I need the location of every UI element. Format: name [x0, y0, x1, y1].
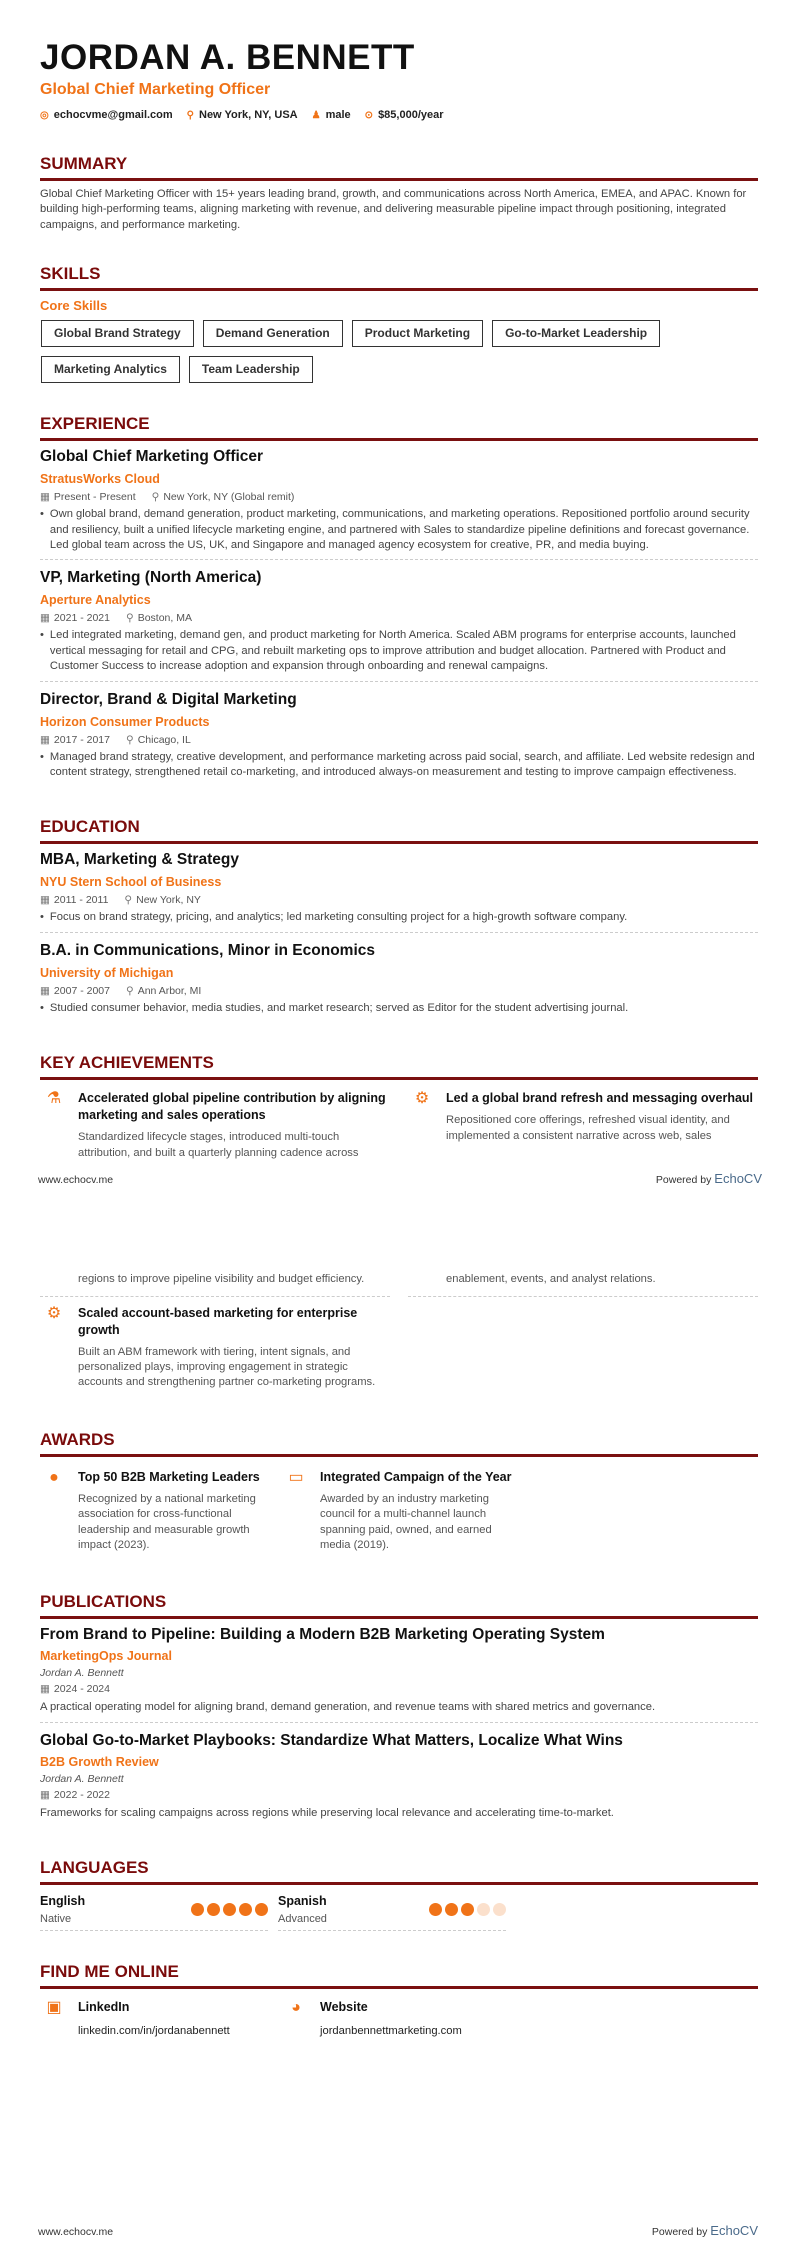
achievement-desc-continued: enablement, events, and analyst relations.: [446, 1273, 656, 1286]
achievement-title: Accelerated global pipeline contribution by aligning marketing and sales operations: [78, 1091, 386, 1123]
footer-powered: Powered by: [651, 2226, 708, 2238]
language-level: Advanced: [278, 1913, 327, 1926]
entry-meta: [40, 611, 758, 625]
rating-dot: [255, 1903, 268, 1916]
entry-organization: Aperture Analytics: [40, 593, 151, 608]
achievement-title: Led a global brand refresh and messaging overhaul: [446, 1091, 754, 1106]
candidate-title: Global Chief Marketing Officer: [40, 81, 271, 98]
achievement-desc-continued: regions to improve pipeline visibility and budget efficiency.: [78, 1273, 365, 1286]
rating-dot: [461, 1903, 474, 1916]
bullet-icon: •: [40, 911, 44, 924]
gear-icon: ⚙: [46, 1304, 62, 1322]
calendar-icon: ▦: [40, 894, 50, 907]
section-heading: AWARDS: [40, 1429, 758, 1457]
bullet-icon: •: [40, 629, 44, 642]
publication-desc: Frameworks for scaling campaigns across regions while preserving local relevance and accelerating time-to-market.: [40, 1806, 614, 1819]
rating-dot: [207, 1903, 220, 1916]
entry-title: MBA, Marketing & Strategy: [40, 851, 239, 869]
location-icon: ⚲: [125, 984, 134, 997]
date-range: 2021 - 2021: [53, 612, 110, 625]
language-level: Native: [40, 1913, 72, 1926]
entry-title: Global Chief Marketing Officer: [40, 448, 264, 466]
chat-bubble-icon: ●: [49, 1468, 59, 1486]
publication-publisher: MarketingOps Journal: [40, 1649, 172, 1664]
rating-dot: [493, 1903, 506, 1916]
bullet-point: [40, 750, 758, 781]
achievement-desc: Standardized lifecycle stages, introduced multi-touch attribution, and built a quarterly planning cadence across: [78, 1131, 359, 1159]
footer-site: www.echocv.me: [38, 2226, 114, 2238]
rating-dot: [223, 1903, 236, 1916]
achievement-desc: Built an ABM framework with tiering, intent signals, and personalized plays, improving engagement in strategic accounts and strengthening partner co-marketing programs.: [78, 1345, 376, 1389]
skill-chip: Demand Generation: [203, 320, 343, 347]
skill-chip: Product Marketing: [352, 320, 483, 347]
bullet-point: [40, 910, 758, 925]
date-range: 2024 - 2024: [53, 1683, 110, 1696]
online-section: [40, 1961, 758, 2047]
rating-dot: [239, 1903, 252, 1916]
bullet-point: [40, 628, 758, 674]
section-heading: SKILLS: [40, 263, 758, 291]
award-card: [40, 1463, 282, 1562]
salary: $85,000/year: [378, 109, 444, 121]
location-icon: ⚲: [186, 110, 194, 121]
calendar-icon: ▦: [40, 1788, 50, 1801]
location-text: New York, NY: [136, 894, 201, 907]
entry-title: Director, Brand & Digital Marketing: [40, 690, 297, 708]
location-icon: ⚲: [125, 612, 134, 625]
date-range: 2007 - 2007: [53, 984, 110, 997]
skill-chip: Team Leadership: [189, 356, 313, 383]
location: [126, 733, 191, 747]
bullet-icon: •: [40, 750, 44, 763]
bullet-text: Focus on brand strategy, pricing, and analytics; led marketing consulting project for a high-growth software company.: [49, 911, 628, 924]
award-card: [282, 1463, 524, 1562]
publication-item: [40, 1731, 758, 1827]
entry-title: VP, Marketing (North America): [40, 569, 262, 587]
publication-author: Jordan A. Bennett: [40, 1667, 124, 1680]
date-range: Present - Present: [53, 491, 136, 504]
list-item: [40, 568, 758, 681]
publication-title: From Brand to Pipeline: Building a Modern B2B Marketing Operating System: [40, 1626, 605, 1644]
bullet-text: Own global brand, demand generation, product marketing, communications, and marketing operations. Repositioned portfolio around security and resiliency, built a unified lifecycle marketing engine, and partnered with Sales to standardize pipeline definitions and forecast governance. Led global team across the US, UK, and Singapore and managed agency ecosystem for creative, PR, and media buying.: [49, 508, 750, 552]
salary-icon: ⊙: [364, 110, 374, 121]
online-profile[interactable]: [40, 1995, 282, 2047]
achievement-desc: Repositioned core offerings, refreshed visual identity, and implemented a consistent narrative across web, sales: [446, 1114, 730, 1142]
location: [152, 490, 295, 504]
summary-text: Global Chief Marketing Officer with 15+ years leading brand, growth, and communications across North America, EMEA, and APAC. Known for building high-performing teams, aligning marketing with revenue, and delivering measurable pipeline impact through positioning, integrated campaigns, and performance marketing.: [40, 188, 747, 231]
location-text: New York, NY (Global remit): [163, 491, 295, 504]
entry-organization: NYU Stern School of Business: [40, 875, 222, 890]
achievement-card: [40, 1086, 390, 1161]
entry-organization: University of Michigan: [40, 965, 174, 980]
publication-meta: [40, 1788, 758, 1802]
website-icon: ◕: [291, 1999, 301, 2017]
footer-brand: EchoCV: [710, 2223, 758, 2238]
publication-author: Jordan A. Bennett: [40, 1772, 124, 1785]
entry-title: B.A. in Communications, Minor in Economics: [40, 941, 375, 959]
list-item: [40, 447, 758, 560]
page-footer: [38, 2223, 758, 2240]
languages-section: [40, 1857, 758, 1931]
location: [124, 893, 200, 907]
section-heading: LANGUAGES: [40, 1857, 758, 1885]
calendar-icon: ▦: [40, 733, 50, 746]
resume-header: [40, 38, 758, 123]
date-range: 2017 - 2017: [53, 733, 110, 746]
footer-powered: Powered by: [655, 1174, 712, 1187]
gear-icon: ⚙: [414, 1090, 430, 1108]
section-heading: KEY ACHIEVEMENTS: [40, 1052, 758, 1080]
dates: [40, 893, 108, 907]
award-desc: Recognized by a national marketing association for cross-functional leadership and measurable growth impact (2023).: [78, 1492, 256, 1551]
bullet-point: [40, 1001, 758, 1016]
profile-label: LinkedIn: [78, 2000, 130, 2015]
publication-publisher: B2B Growth Review: [40, 1754, 159, 1769]
dates: [40, 611, 110, 625]
skills-section: [40, 263, 758, 383]
profile-label: Website: [320, 2000, 368, 2015]
award-desc: Awarded by an industry marketing council for a multi-channel launch spanning paid, owned, and earned media (2019).: [320, 1492, 492, 1551]
achievement-card: [408, 1086, 758, 1161]
language-item: [278, 1891, 506, 1931]
section-heading: EDUCATION: [40, 816, 758, 844]
dates: [40, 733, 110, 747]
section-heading: PUBLICATIONS: [40, 1591, 758, 1619]
section-heading: SUMMARY: [40, 153, 758, 181]
achievements-section: [38, 1052, 762, 1398]
publications-section: [40, 1591, 758, 1827]
online-list: [40, 1995, 758, 2047]
languages-list: [40, 1891, 758, 1931]
skill-group-title: Core Skills: [40, 298, 108, 314]
location-text: Ann Arbor, MI: [137, 984, 202, 997]
entry-meta: [40, 490, 758, 504]
bullet-text: Managed brand strategy, creative development, and performance marketing across paid social, search, and affiliate. Led website redesign and content strategy, strengthened retail co-marketing, and introduced always-on measurement and testing to improve campaign effectiveness.: [49, 750, 755, 779]
experience-section: [40, 413, 758, 786]
award-title: Top 50 B2B Marketing Leaders: [78, 1469, 260, 1484]
summary-section: [40, 153, 758, 233]
battery-icon: ▭: [288, 1468, 304, 1486]
date-range: 2022 - 2022: [53, 1788, 110, 1801]
publication-title: Global Go-to-Market Playbooks: Standardize What Matters, Localize What Wins: [40, 1731, 623, 1749]
education-list: [40, 850, 758, 1022]
awards-grid: [40, 1463, 758, 1562]
location-text: Chicago, IL: [137, 733, 191, 746]
calendar-icon: ▦: [40, 612, 50, 625]
linkedin-icon: ▣: [46, 1999, 62, 2017]
calendar-icon: ▦: [40, 984, 50, 997]
publication-desc: A practical operating model for aligning brand, demand generation, and revenue teams with shared metrics and governance.: [40, 1701, 656, 1714]
achievement-card: [40, 1297, 390, 1399]
skill-chips: [41, 320, 758, 383]
achievements-grid: [38, 1086, 762, 1398]
entry-meta: [40, 733, 758, 747]
rating-dot: [429, 1903, 442, 1916]
language-name: English: [40, 1894, 86, 1909]
skill-chip: Global Brand Strategy: [41, 320, 194, 347]
language-item: [40, 1891, 268, 1931]
email: echocvme@gmail.com: [53, 109, 173, 121]
entry-meta: [40, 984, 758, 998]
location-text: Boston, MA: [137, 612, 192, 625]
location-icon: ⚲: [151, 491, 160, 504]
bullet-text: Studied consumer behavior, media studies, and market research; served as Editor for the student advertising journal.: [49, 1001, 629, 1014]
dates: [40, 984, 110, 998]
rating-dot: [191, 1903, 204, 1916]
language-rating: [429, 1903, 506, 1916]
gender: male: [325, 109, 351, 121]
skill-chip: Marketing Analytics: [41, 356, 180, 383]
award-title: Integrated Campaign of the Year: [320, 1469, 512, 1484]
publication-meta: [40, 1682, 758, 1696]
awards-section: [40, 1429, 758, 1562]
entry-organization: StratusWorks Cloud: [40, 472, 160, 487]
location: New York, NY, USA: [199, 109, 298, 121]
section-heading: EXPERIENCE: [40, 413, 758, 441]
location: [126, 984, 201, 998]
profile-link[interactable]: linkedin.com/in/jordanabennett: [78, 2025, 230, 2038]
language-rating: [191, 1903, 268, 1916]
person-icon: ♟: [311, 110, 321, 121]
bullet-icon: •: [40, 1001, 44, 1014]
skill-chip: Go-to-Market Leadership: [492, 320, 660, 347]
achievement-desc-continued-cell: [40, 1272, 390, 1296]
experience-list: [40, 447, 758, 786]
bullet-icon: •: [40, 508, 44, 521]
date-range: 2011 - 2011: [53, 894, 109, 907]
page-footer: [38, 1171, 762, 1188]
achievement-desc-continued-cell: [408, 1272, 758, 1296]
location: [126, 611, 192, 625]
publications-list: [40, 1625, 758, 1827]
list-item: [40, 941, 758, 1022]
flask-icon: ⚗: [46, 1090, 62, 1108]
list-item: [40, 850, 758, 932]
list-item: [40, 690, 758, 787]
profile-link[interactable]: jordanbennettmarketing.com: [320, 2025, 462, 2038]
candidate-name: JORDAN A. BENNETT: [40, 38, 415, 77]
email-icon: ◎: [40, 110, 49, 121]
location-icon: ⚲: [124, 894, 133, 907]
footer-site: www.echocv.me: [38, 1174, 114, 1187]
contact-row: [40, 108, 758, 123]
online-profile[interactable]: [282, 1995, 524, 2047]
dates: [40, 490, 136, 504]
achievement-title: Scaled account-based marketing for enterprise growth: [78, 1305, 358, 1337]
bullet-text: Led integrated marketing, demand gen, and product marketing for North America. Scaled ABM programs for enterprise accounts, launched vertical messaging for retail and CPG, and rebuilt marketing ops to improve attribution and budget allocation. Partnered with Product and Customer Success to increase adoption and expansion through onboarding and renewal campaigns.: [49, 629, 736, 673]
publication-item: [40, 1625, 758, 1722]
calendar-icon: ▦: [40, 1683, 50, 1696]
location-icon: ⚲: [125, 733, 134, 746]
section-heading: FIND ME ONLINE: [40, 1961, 758, 1989]
entry-organization: Horizon Consumer Products: [40, 714, 210, 729]
language-name: Spanish: [278, 1894, 327, 1909]
bullet-point: [40, 507, 758, 553]
education-section: [40, 816, 758, 1022]
rating-dot: [445, 1903, 458, 1916]
rating-dot: [477, 1903, 490, 1916]
footer-brand: EchoCV: [714, 1171, 762, 1187]
entry-meta: [40, 893, 758, 907]
calendar-icon: ▦: [40, 491, 50, 504]
